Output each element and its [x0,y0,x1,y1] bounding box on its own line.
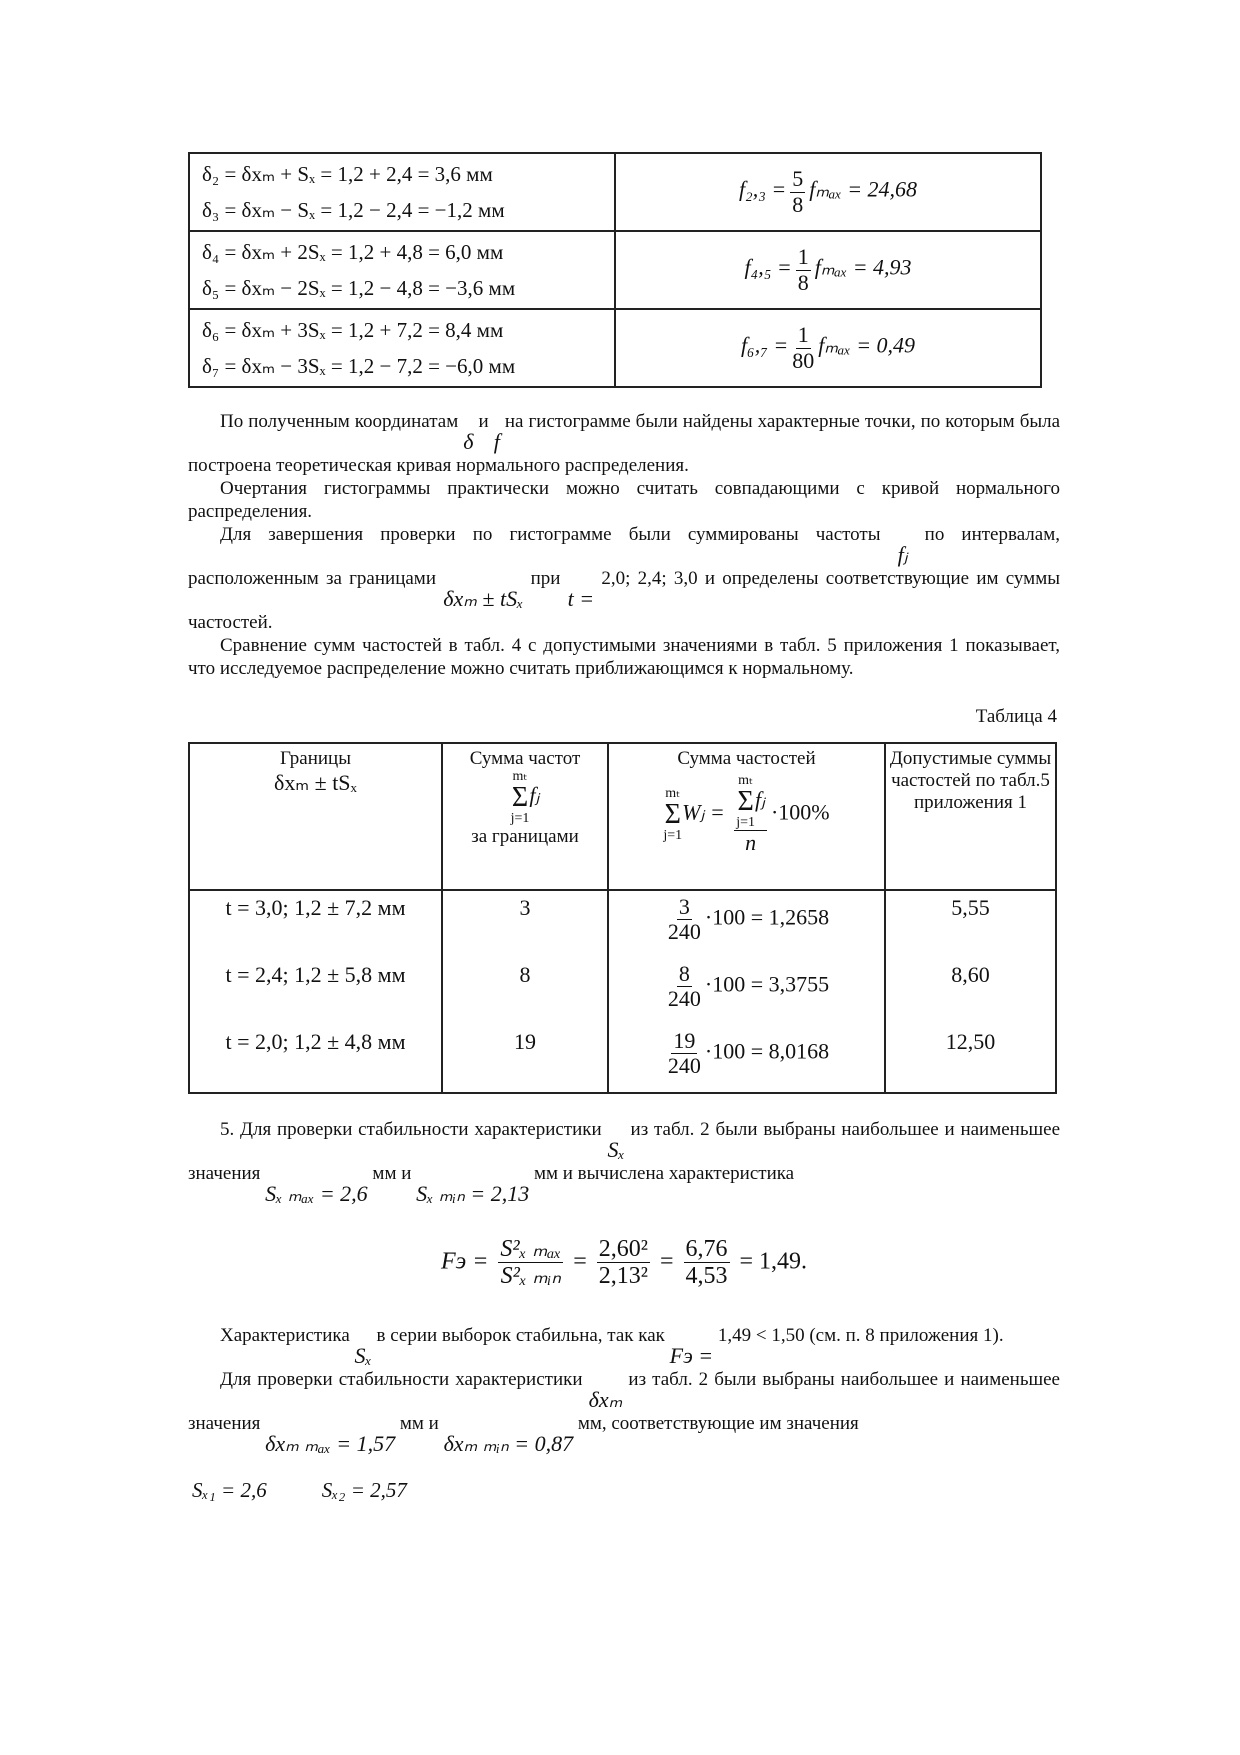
formula-rhs: fₘₐₓ = 4,93 [814,255,912,281]
paragraph-4: Сравнение сумм частостей в табл. 4 с допустимыми значениями в табл. 5 приложения 1 показывает, что исследуемое распределение можно считать приближающимся к нормальному. [188,635,1060,679]
inline-formula: δxₘ [588,1386,623,1412]
formula: δ₃ = δxₘ − Sₓ = 1,2 − 2,4 = −1,2 мм [202,198,505,222]
formula-lhs: f₆,₇ = [740,333,789,359]
fraction: $\frac{1}{8}$ [797,244,809,295]
table-row [189,231,1041,309]
page-content [188,152,1060,1503]
sx-values: Sₓ₁ = 2,6 Sₓ₂ = 2,57 [192,1477,407,1502]
inline-formula: δ [463,429,474,454]
formula: δ₂ = δxₘ + Sₓ = 1,2 + 2,4 = 3,6 мм [202,162,493,186]
paragraph-5: 5. Для проверки стабильности характеристики Sₓ из табл. 2 были выбраны наибольшее и наименьшее значения Sₓ ₘₐₓ = 2,6 мм и Sₓ ₘᵢₙ = 2,13 мм и вычислена характеристика [188,1119,1061,1206]
paragraph-2: Очертания гистограммы практически можно считать совпадающими с кривой нормального распределения. [188,478,1060,522]
inline-formula: f [493,429,500,454]
paragraph-3: Для завершения проверки по гистограмме были суммированы частоты fⱼ по интервалам, расположенным за границами δxₘ ± tSₓ при t = 2,0; 2,4; 3,0 и определены соответствующие им суммы частостей. [188,524,1060,633]
inline-formula: Sₓ [607,1137,625,1162]
paragraph-6: Характеристика Sₓ в серии выборок стабильна, так как Fэ = 1,49 < 1,50 (см. п. 8 приложения 1). [220,1324,1004,1368]
formula-rhs: fₘₐₓ = 0,49 [818,333,916,359]
fraction: $\frac{1}{80}$ [792,322,815,373]
f-criterion-formula: Fэ = $\frac{\text{S²ₓ ₘₐₓ}}{\text{S²ₓ ₘᵢₙ}}$ = $\frac{\text{2,60²}}{\text{2,13²}}$ = $\frac{6,76}{4,53}$ = 1,49. [440,1236,808,1290]
formula: δ₇ = δxₘ − 3Sₓ = 1,2 − 7,2 = −6,0 мм [202,354,516,378]
formula-lhs: f₂,₃ = [738,177,787,203]
sum-symbol: mₜ Σ j=1 [510,769,530,826]
delta-f-table [188,152,1042,388]
table-row: t = 3,0; 1,2 ± 7,2 мм 3 $\frac{3}{240}$ ·100 = 1,2658 5,55 [189,890,1056,958]
inline-formula: t = [567,586,595,611]
inline-formula: δxₘ ± tSₓ [443,586,524,611]
inline-formula: Fэ = [669,1342,714,1368]
table-row: t = 2,0; 1,2 ± 4,8 мм 19 $\frac{19}{240}$ ·100 = 8,0168 12,50 [189,1025,1056,1093]
paragraph-1: По полученным координатам δ и f на гистограмме были найдены характерные точки, по которым была построена теоретическая кривая нормального распределения. [188,411,1061,476]
formula-rhs: fₘₐₓ = 24,68 [809,177,918,203]
paragraph-7: Для проверки стабильности характеристики δxₘ из табл. 2 были выбраны наибольшее и наименьшее значения δxₘ ₘₐₓ = 1,57 мм и δxₘ ₘᵢₙ = 0,87 мм, соответствующие им значения [188,1368,1060,1456]
formula: δ₆ = δxₘ + 3Sₓ = 1,2 + 7,2 = 8,4 мм [202,318,504,342]
frequency-table [188,742,1057,1094]
fraction: $\frac{5}{8}$ [792,166,804,217]
inline-formula: Sₓ ₘᵢₙ = 2,13 [416,1181,530,1206]
inline-formula: Sₓ ₘₐₓ = 2,6 [265,1181,368,1206]
table-header-row: Границы δxₘ ± tSₓ Сумма частот mₜ Σ j=1 fⱼ за границами Сумма частостей mₜ Σ j=1 Wⱼ = mₜ Σ j=1 fⱼ n ·100% Допустимые суммы частостей по табл.5 приложения 1 [189,743,1056,890]
sum-symbol: mₜ Σ j=1 [663,785,683,843]
inline-formula: δxₘ ₘᵢₙ = 0,87 [443,1430,574,1456]
table-row: t = 2,4; 1,2 ± 5,8 мм 8 $\frac{8}{240}$ ·100 = 3,3755 8,60 [189,958,1056,1025]
formula: δ₄ = δxₘ + 2Sₓ = 1,2 + 4,8 = 6,0 мм [202,240,504,264]
inline-formula: δxₘ ₘₐₓ = 1,57 [265,1430,396,1456]
inline-formula: fⱼ [897,542,908,567]
table-row [189,309,1041,387]
inline-formula: Sₓ [354,1342,372,1368]
formula: δ₅ = δxₘ − 2Sₓ = 1,2 − 4,8 = −3,6 мм [202,276,516,300]
formula-lhs: f₄,₅ = [744,255,792,281]
table-caption: Таблица 4 [975,706,1057,727]
table-row [189,153,1041,231]
